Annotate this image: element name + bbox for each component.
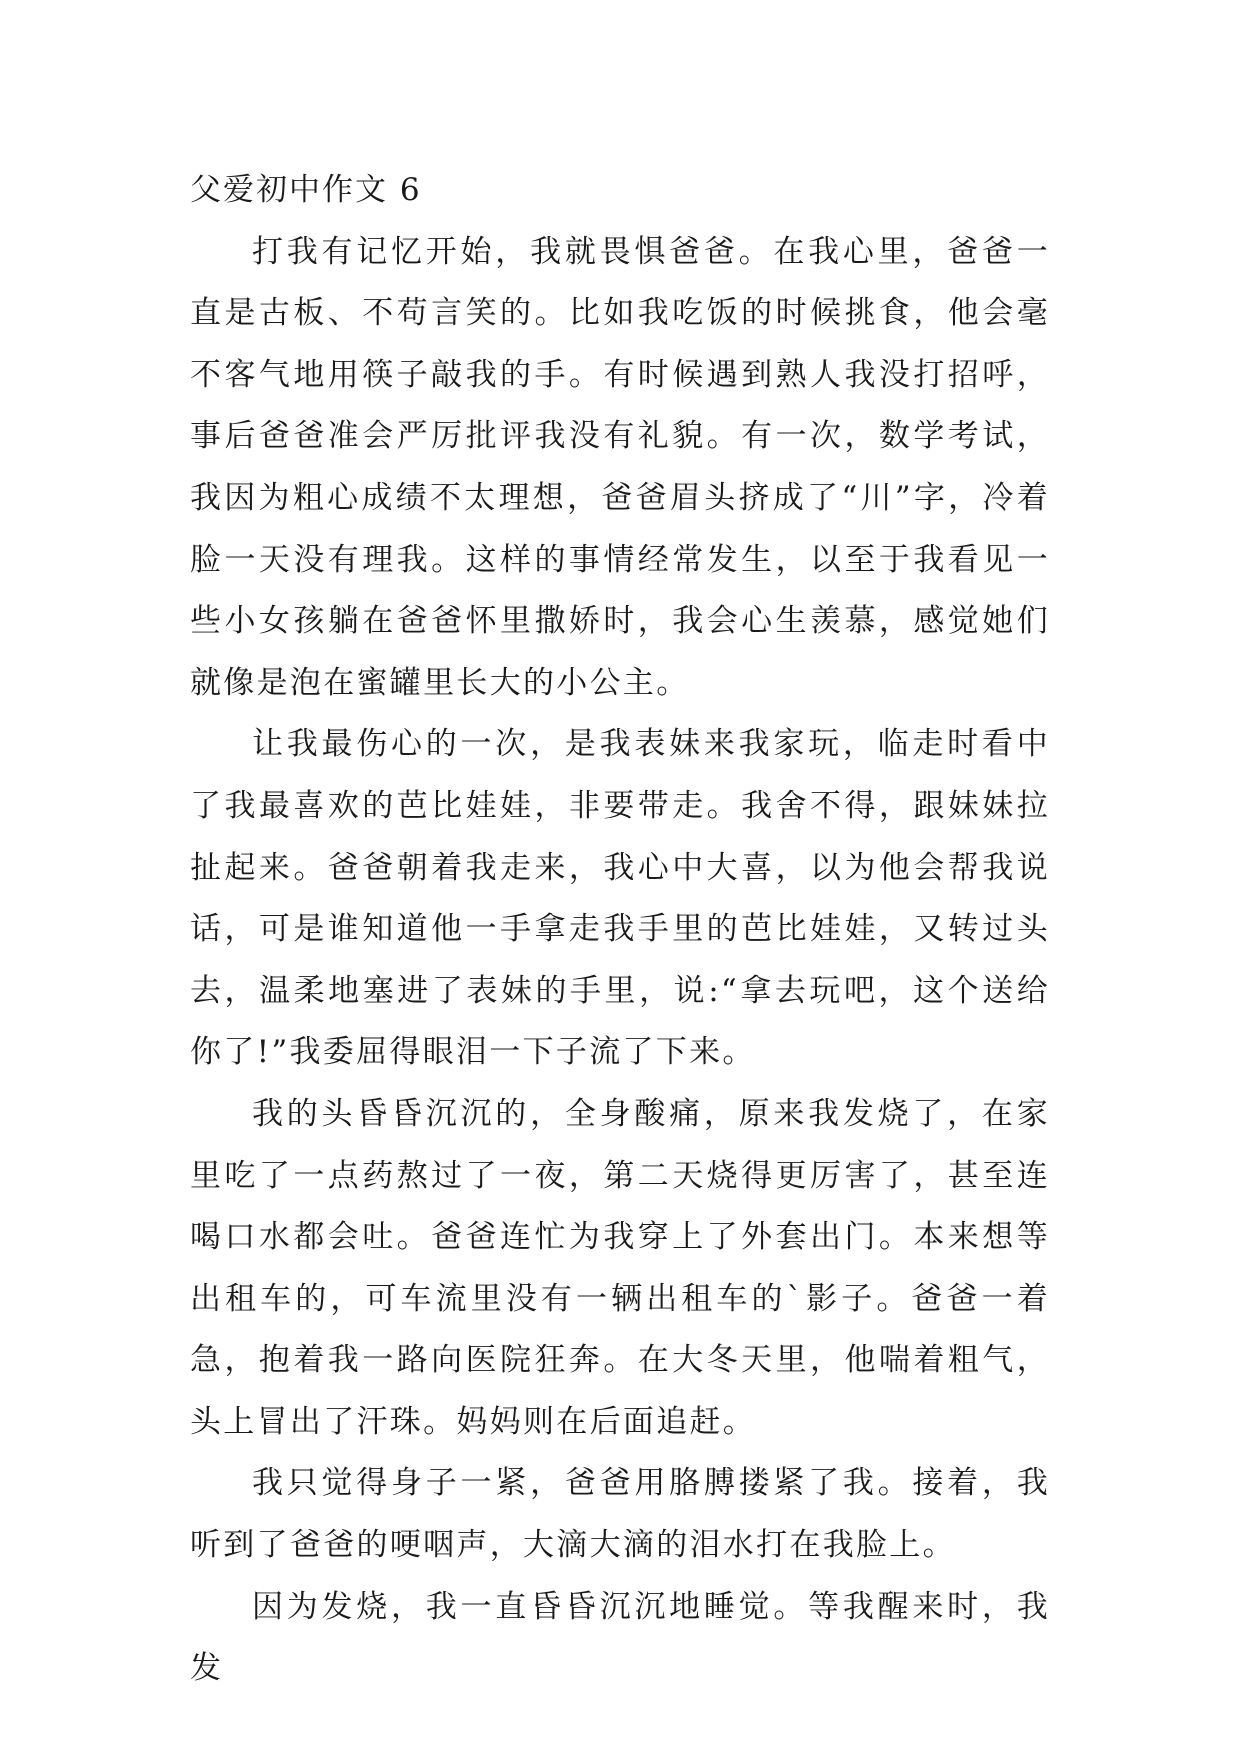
paragraph-3: 我的头昏昏沉沉的，全身酸痛，原来我发烧了，在家里吃了一点药熬过了一夜，第二天烧得更厉害了，甚至连喝口水都会吐。爸爸连忙为我穿上了外套出门。本来想等出租车的，可车流里没有一辆出租车的`影子。爸爸一着急，抱着我一路向医院狂奔。在大冬天里，他喘着粗气，头上冒出了汗珠。妈妈则在后面追赶。 — [190, 1095, 1050, 1440]
paragraph-1: 打我有记忆开始，我就畏惧爸爸。在我心里，爸爸一直是古板、不苟言笑的。比如我吃饭的时候挑食，他会毫不客气地用筷子敲我的手。有时候遇到熟人我没打招呼，事后爸爸准会严厉批评我没有礼貌。有一次，数学考试，我因为粗心成绩不太理想，爸爸眉头挤成了“川”字，冷着脸一天没有理我。这样的事情经常发生，以至于我看见一些小女孩躺在爸爸怀里撒娇时，我会心生羡慕，感觉她们就像是泡在蜜罐里长大的小公主。 — [190, 233, 1050, 701]
document-body — [190, 160, 1050, 1700]
paragraph-5: 因为发烧，我一直昏昏沉沉地睡觉。等我醒来时，我发 — [190, 1588, 1050, 1687]
document-title: 父爱初中作文 6 — [190, 172, 422, 208]
paragraph-4: 我只觉得身子一紧，爸爸用胳膊搂紧了我。接着，我听到了爸爸的哽咽声，大滴大滴的泪水打在我脸上。 — [190, 1465, 1050, 1564]
paragraph-2: 让我最伤心的一次，是我表妹来我家玩，临走时看中了我最喜欢的芭比娃娃，非要带走。我舍不得，跟妹妹拉扯起来。爸爸朝着我走来，我心中大喜，以为他会帮我说话，可是谁知道他一手拿走我手里的芭比娃娃，又转过头去，温柔地塞进了表妹的手里，说:“拿去玩吧，这个送给你了!”我委屈得眼泪一下子流了下来。 — [190, 726, 1050, 1071]
